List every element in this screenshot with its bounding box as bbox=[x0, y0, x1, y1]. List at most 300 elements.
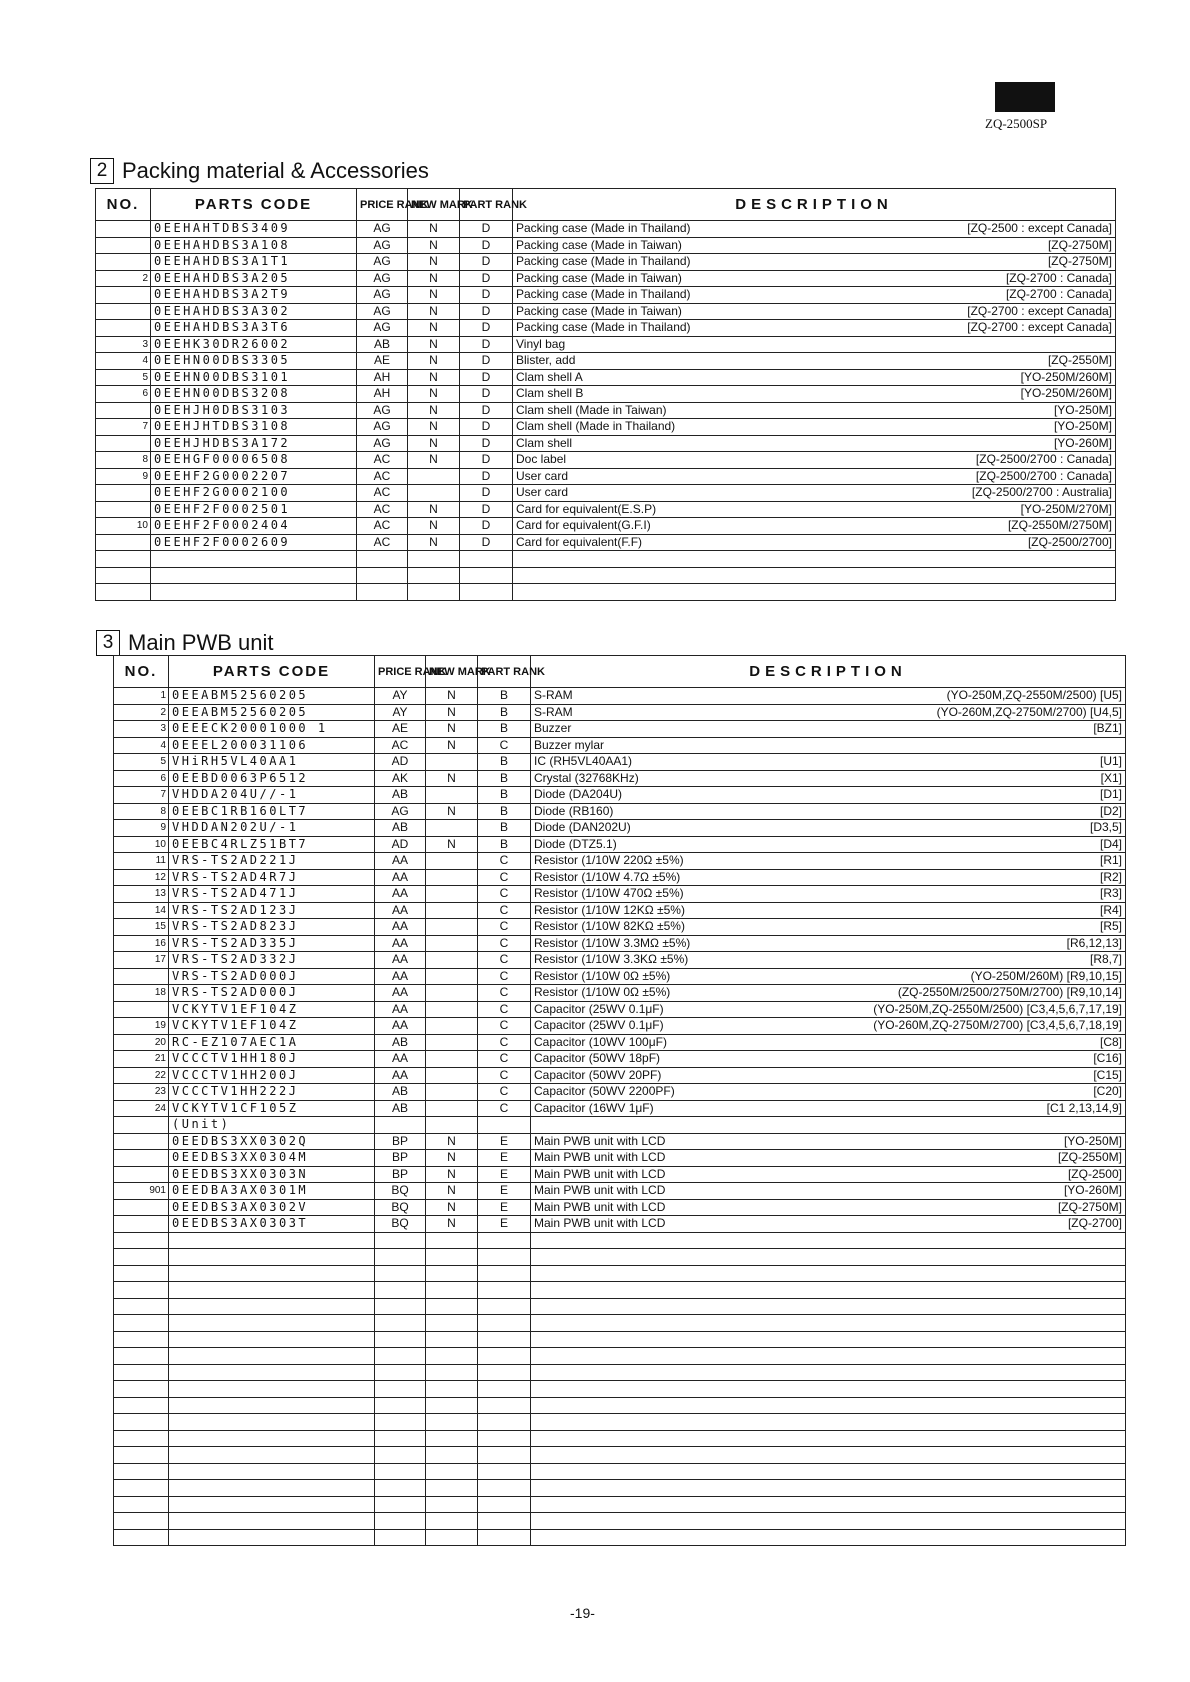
cell-new: N bbox=[426, 737, 478, 754]
empty-cell bbox=[478, 1249, 531, 1266]
cell-price: AH bbox=[357, 386, 408, 403]
table-row bbox=[114, 1117, 1126, 1134]
description-text: Diode (DTZ5.1) bbox=[534, 836, 617, 851]
model-applicability: [ZQ-2500/2700 : Canada] bbox=[975, 452, 1112, 467]
empty-cell bbox=[531, 1496, 1126, 1513]
cell-description bbox=[513, 485, 1116, 502]
col-description: DESCRIPTION bbox=[531, 656, 1126, 688]
empty-cell bbox=[375, 1463, 426, 1480]
cell-no: 3 bbox=[114, 721, 169, 738]
cell-no: 16 bbox=[114, 935, 169, 952]
description-text: Packing case (Made in Taiwan) bbox=[516, 237, 682, 252]
table-row bbox=[114, 721, 1126, 738]
cell-new: N bbox=[408, 435, 460, 452]
cell-no: 8 bbox=[114, 803, 169, 820]
table-row bbox=[114, 1034, 1126, 1051]
cell-no bbox=[96, 320, 151, 337]
empty-cell bbox=[426, 1331, 478, 1348]
cell-code: 0EEHN00DBS3305 bbox=[151, 353, 357, 370]
model-applicability: [X1] bbox=[1100, 770, 1122, 785]
empty-cell bbox=[375, 1397, 426, 1414]
cell-new: N bbox=[426, 1166, 478, 1183]
empty-cell bbox=[169, 1282, 375, 1299]
cell-code: VCCCTV1HH200J bbox=[169, 1067, 375, 1084]
cell-rank: E bbox=[478, 1183, 531, 1200]
cell-rank: B bbox=[478, 836, 531, 853]
model-applicability: [ZQ-2550M/2750M] bbox=[1007, 518, 1112, 533]
model-applicability: [R2] bbox=[1099, 869, 1122, 884]
table-row bbox=[114, 754, 1126, 771]
cell-rank: C bbox=[478, 968, 531, 985]
model-number: ZQ-2500SP bbox=[985, 116, 1048, 131]
empty-cell bbox=[114, 1430, 169, 1447]
table-row bbox=[114, 1084, 1126, 1101]
cell-new bbox=[426, 853, 478, 870]
table-row bbox=[114, 1216, 1126, 1233]
cell-rank: C bbox=[478, 1001, 531, 1018]
table-row bbox=[114, 737, 1126, 754]
cell-rank: B bbox=[478, 754, 531, 771]
table-row bbox=[114, 770, 1126, 787]
cell-code: 0EEHAHDBS3A3T6 bbox=[151, 320, 357, 337]
empty-cell bbox=[169, 1496, 375, 1513]
cell-rank: D bbox=[460, 287, 513, 304]
cell-description bbox=[513, 270, 1116, 287]
cell-new: N bbox=[426, 704, 478, 721]
table-row bbox=[114, 704, 1126, 721]
description-text: Blister, add bbox=[516, 353, 576, 368]
cell-no bbox=[96, 402, 151, 419]
cell-code: 0EEHK30DR26002 bbox=[151, 336, 357, 353]
cell-rank: D bbox=[460, 221, 513, 238]
description-text: Diode (RB160) bbox=[534, 803, 614, 818]
cell-rank: C bbox=[478, 1018, 531, 1035]
empty-cell bbox=[426, 1348, 478, 1365]
empty-cell bbox=[478, 1381, 531, 1398]
cell-price: AA bbox=[375, 1051, 426, 1068]
cell-new: N bbox=[426, 1183, 478, 1200]
model-applicability: [R5] bbox=[1099, 919, 1122, 934]
empty-row bbox=[114, 1364, 1126, 1381]
empty-cell bbox=[426, 1496, 478, 1513]
table-row bbox=[96, 402, 1116, 419]
empty-cell bbox=[531, 1463, 1126, 1480]
description-text: Card for equivalent(G.F.I) bbox=[516, 518, 651, 533]
table-row bbox=[114, 919, 1126, 936]
table-row bbox=[114, 1199, 1126, 1216]
cell-description bbox=[531, 737, 1126, 754]
cell-code: 0EEBC1RB160LT7 bbox=[169, 803, 375, 820]
cell-description bbox=[531, 1034, 1126, 1051]
cell-no: 8 bbox=[96, 452, 151, 469]
model-applicability: [D4] bbox=[1099, 836, 1122, 851]
cell-price: AB bbox=[375, 1100, 426, 1117]
model-applicability: [ZQ-2750M] bbox=[1047, 254, 1112, 269]
cell-description bbox=[531, 869, 1126, 886]
cell-rank: D bbox=[460, 419, 513, 436]
cell-code: 0EEEL200031106 bbox=[169, 737, 375, 754]
cell-new bbox=[408, 468, 460, 485]
description-text: Capacitor (10WV 100μF) bbox=[534, 1034, 667, 1049]
cell-rank: D bbox=[460, 386, 513, 403]
empty-cell bbox=[114, 1381, 169, 1398]
cell-price: AG bbox=[357, 270, 408, 287]
cell-code: 0EEHF2F0002501 bbox=[151, 501, 357, 518]
cell-no: 7 bbox=[96, 419, 151, 436]
cell-rank: D bbox=[460, 369, 513, 386]
cell-description bbox=[531, 952, 1126, 969]
cell-description bbox=[531, 787, 1126, 804]
cell-no bbox=[114, 968, 169, 985]
cell-rank: D bbox=[460, 336, 513, 353]
empty-cell bbox=[531, 1397, 1126, 1414]
cell-description bbox=[513, 369, 1116, 386]
empty-cell bbox=[478, 1331, 531, 1348]
cell-new: N bbox=[408, 518, 460, 535]
empty-cell bbox=[426, 1381, 478, 1398]
cell-new: N bbox=[426, 770, 478, 787]
description-text: User card bbox=[516, 468, 569, 483]
cell-code: 0EEHAHDBS3A1T1 bbox=[151, 254, 357, 271]
model-applicability: [YO-260M] bbox=[1053, 435, 1112, 450]
cell-no bbox=[96, 254, 151, 271]
description-text: Packing case (Made in Thailand) bbox=[516, 320, 691, 335]
model-applicability: [R4] bbox=[1099, 902, 1122, 917]
empty-cell bbox=[114, 1513, 169, 1530]
cell-price: AG bbox=[357, 419, 408, 436]
empty-cell bbox=[375, 1249, 426, 1266]
cell-rank: C bbox=[478, 737, 531, 754]
cell-rank: D bbox=[460, 303, 513, 320]
cell-price: AE bbox=[375, 721, 426, 738]
cell-code: 0EEDBA3AX0301M bbox=[169, 1183, 375, 1200]
cell-description bbox=[513, 237, 1116, 254]
cell-rank: D bbox=[460, 237, 513, 254]
cell-code: (Unit) bbox=[169, 1117, 375, 1134]
section3-title bbox=[96, 630, 274, 656]
cell-no bbox=[114, 1117, 169, 1134]
model-applicability: [R8,7] bbox=[1089, 952, 1122, 967]
cell-description bbox=[513, 518, 1116, 535]
table-row bbox=[96, 270, 1116, 287]
description-text: Clam shell (Made in Taiwan) bbox=[516, 402, 667, 417]
empty-cell bbox=[375, 1414, 426, 1431]
cell-price: AB bbox=[375, 820, 426, 837]
cell-code: 0EEHAHDBS3A205 bbox=[151, 270, 357, 287]
cell-rank: E bbox=[478, 1216, 531, 1233]
empty-cell bbox=[460, 584, 513, 601]
description-text: Packing case (Made in Taiwan) bbox=[516, 270, 682, 285]
cell-description bbox=[531, 853, 1126, 870]
empty-cell bbox=[96, 551, 151, 568]
model-applicability: [ZQ-2500/2700 : Australia] bbox=[971, 485, 1112, 500]
cell-no: 2 bbox=[96, 270, 151, 287]
cell-description bbox=[531, 935, 1126, 952]
cell-rank: D bbox=[460, 435, 513, 452]
empty-cell bbox=[478, 1298, 531, 1315]
empty-row bbox=[114, 1348, 1126, 1365]
cell-rank: C bbox=[478, 902, 531, 919]
cell-description bbox=[531, 1084, 1126, 1101]
description-text: Resistor (1/10W 220Ω ±5%) bbox=[534, 853, 684, 868]
empty-cell bbox=[169, 1447, 375, 1464]
cell-rank: E bbox=[478, 1150, 531, 1167]
empty-row bbox=[96, 584, 1116, 601]
cell-new bbox=[426, 869, 478, 886]
cell-code: 0EEHGF00006508 bbox=[151, 452, 357, 469]
cell-rank: D bbox=[460, 254, 513, 271]
cell-rank: C bbox=[478, 985, 531, 1002]
cell-no bbox=[114, 1001, 169, 1018]
cell-description bbox=[531, 1166, 1126, 1183]
cell-no: 20 bbox=[114, 1034, 169, 1051]
empty-cell bbox=[114, 1298, 169, 1315]
empty-cell bbox=[114, 1496, 169, 1513]
cell-rank: D bbox=[460, 485, 513, 502]
cell-description bbox=[513, 435, 1116, 452]
empty-cell bbox=[375, 1430, 426, 1447]
col-description: DESCRIPTION bbox=[513, 189, 1116, 221]
description-text: Resistor (1/10W 82KΩ ±5%) bbox=[534, 919, 685, 934]
empty-cell bbox=[96, 567, 151, 584]
cell-no bbox=[114, 1150, 169, 1167]
table-row bbox=[114, 935, 1126, 952]
empty-cell bbox=[426, 1513, 478, 1530]
empty-cell bbox=[478, 1282, 531, 1299]
cell-price: AG bbox=[357, 303, 408, 320]
table-row bbox=[114, 1150, 1126, 1167]
description-text: Packing case (Made in Thailand) bbox=[516, 287, 691, 302]
section3-title-text: Main PWB unit bbox=[128, 630, 274, 655]
description-text: Buzzer mylar bbox=[534, 737, 605, 752]
cell-no bbox=[96, 435, 151, 452]
cell-new: N bbox=[426, 1199, 478, 1216]
empty-cell bbox=[375, 1529, 426, 1546]
model-applicability: [D3,5] bbox=[1089, 820, 1122, 835]
cell-no: 9 bbox=[96, 468, 151, 485]
cell-price: AA bbox=[375, 1018, 426, 1035]
cell-description bbox=[531, 1117, 1126, 1134]
cell-no: 901 bbox=[114, 1183, 169, 1200]
description-text: Packing case (Made in Thailand) bbox=[516, 221, 691, 236]
empty-cell bbox=[478, 1315, 531, 1332]
cell-new: N bbox=[408, 221, 460, 238]
cell-new bbox=[426, 1051, 478, 1068]
cell-code: VCCCTV1HH222J bbox=[169, 1084, 375, 1101]
empty-cell bbox=[426, 1430, 478, 1447]
empty-cell bbox=[357, 584, 408, 601]
cell-new: N bbox=[426, 688, 478, 705]
model-applicability: [ZQ-2750M] bbox=[1047, 237, 1112, 252]
empty-row bbox=[114, 1463, 1126, 1480]
cell-new bbox=[426, 1001, 478, 1018]
empty-cell bbox=[426, 1463, 478, 1480]
cell-no bbox=[96, 534, 151, 551]
cell-no bbox=[96, 237, 151, 254]
table-row bbox=[114, 820, 1126, 837]
empty-cell bbox=[408, 567, 460, 584]
cell-description bbox=[531, 968, 1126, 985]
cell-rank: D bbox=[460, 534, 513, 551]
cell-code: 0EEHJH0DBS3103 bbox=[151, 402, 357, 419]
cell-price: BP bbox=[375, 1150, 426, 1167]
table-row bbox=[96, 452, 1116, 469]
col-part-rank: PART RANK bbox=[478, 656, 531, 688]
description-text: Vinyl bag bbox=[516, 336, 566, 351]
cell-price: BQ bbox=[375, 1216, 426, 1233]
model-applicability: (YO-250M,ZQ-2550M/2500) [C3,4,5,6,7,17,19] bbox=[873, 1001, 1122, 1016]
cell-new: N bbox=[426, 1216, 478, 1233]
cell-no bbox=[96, 485, 151, 502]
description-text: Main PWB unit with LCD bbox=[534, 1150, 666, 1165]
model-applicability: [ZQ-2700 : except Canada] bbox=[967, 303, 1112, 318]
empty-cell bbox=[375, 1348, 426, 1365]
empty-row bbox=[114, 1430, 1126, 1447]
cell-description bbox=[531, 770, 1126, 787]
empty-cell bbox=[408, 584, 460, 601]
cell-description bbox=[531, 688, 1126, 705]
empty-cell bbox=[531, 1529, 1126, 1546]
cell-new: N bbox=[408, 287, 460, 304]
empty-cell bbox=[531, 1331, 1126, 1348]
empty-row bbox=[114, 1447, 1126, 1464]
cell-rank: B bbox=[478, 704, 531, 721]
cell-no bbox=[96, 303, 151, 320]
cell-new: N bbox=[426, 803, 478, 820]
description-text: User card bbox=[516, 485, 569, 500]
table-row bbox=[96, 320, 1116, 337]
section2-title-text: Packing material & Accessories bbox=[122, 158, 429, 183]
cell-new bbox=[426, 985, 478, 1002]
cell-code: VRS-TS2AD823J bbox=[169, 919, 375, 936]
empty-cell bbox=[357, 551, 408, 568]
empty-cell bbox=[114, 1529, 169, 1546]
model-applicability: [C20] bbox=[1093, 1084, 1122, 1099]
description-text: Resistor (1/10W 4.7Ω ±5%) bbox=[534, 869, 681, 884]
empty-cell bbox=[169, 1513, 375, 1530]
cell-no: 9 bbox=[114, 820, 169, 837]
cell-price: BQ bbox=[375, 1199, 426, 1216]
cell-code: VCKYTV1EF104Z bbox=[169, 1018, 375, 1035]
empty-cell bbox=[531, 1414, 1126, 1431]
table-row bbox=[114, 1051, 1126, 1068]
model-applicability: [ZQ-2700] bbox=[1067, 1216, 1122, 1231]
cell-rank: D bbox=[460, 468, 513, 485]
cell-description bbox=[531, 704, 1126, 721]
description-text: Main PWB unit with LCD bbox=[534, 1216, 666, 1231]
model-applicability: [C15] bbox=[1093, 1067, 1122, 1082]
table-row bbox=[96, 221, 1116, 238]
cell-description bbox=[513, 336, 1116, 353]
empty-cell bbox=[478, 1348, 531, 1365]
empty-cell bbox=[114, 1282, 169, 1299]
empty-cell bbox=[531, 1249, 1126, 1266]
empty-cell bbox=[426, 1232, 478, 1249]
cell-description bbox=[531, 1199, 1126, 1216]
cell-price: AD bbox=[375, 836, 426, 853]
cell-price: AA bbox=[375, 886, 426, 903]
cell-price: BQ bbox=[375, 1183, 426, 1200]
cell-no: 22 bbox=[114, 1067, 169, 1084]
empty-row bbox=[96, 567, 1116, 584]
empty-row bbox=[114, 1496, 1126, 1513]
empty-cell bbox=[169, 1364, 375, 1381]
cell-price: AC bbox=[357, 452, 408, 469]
cell-price: BP bbox=[375, 1133, 426, 1150]
cell-code: 0EEDBS3AX0302V bbox=[169, 1199, 375, 1216]
empty-cell bbox=[531, 1282, 1126, 1299]
cell-no: 14 bbox=[114, 902, 169, 919]
empty-cell bbox=[375, 1480, 426, 1497]
cell-code: VRS-TS2AD332J bbox=[169, 952, 375, 969]
empty-row bbox=[114, 1414, 1126, 1431]
cell-description bbox=[531, 803, 1126, 820]
cell-rank: B bbox=[478, 820, 531, 837]
empty-cell bbox=[478, 1529, 531, 1546]
empty-row bbox=[114, 1529, 1126, 1546]
table-row bbox=[114, 968, 1126, 985]
cell-price: AY bbox=[375, 704, 426, 721]
cell-price: AC bbox=[357, 534, 408, 551]
cell-new bbox=[426, 754, 478, 771]
cell-rank: B bbox=[478, 688, 531, 705]
cell-price: AG bbox=[357, 221, 408, 238]
cell-code: VRS-TS2AD123J bbox=[169, 902, 375, 919]
cell-no: 2 bbox=[114, 704, 169, 721]
model-applicability: [ZQ-2500/2700 : Canada] bbox=[975, 468, 1112, 483]
empty-cell bbox=[114, 1397, 169, 1414]
empty-cell bbox=[169, 1348, 375, 1365]
description-text: Capacitor (25WV 0.1μF) bbox=[534, 1018, 664, 1033]
model-applicability: [YO-260M] bbox=[1063, 1183, 1122, 1198]
cell-rank: E bbox=[478, 1133, 531, 1150]
cell-no: 4 bbox=[114, 737, 169, 754]
cell-code: VRS-TS2AD4R7J bbox=[169, 869, 375, 886]
empty-cell bbox=[114, 1463, 169, 1480]
model-applicability: [U1] bbox=[1099, 754, 1122, 769]
empty-cell bbox=[169, 1249, 375, 1266]
empty-cell bbox=[169, 1463, 375, 1480]
cell-price: AG bbox=[357, 287, 408, 304]
empty-cell bbox=[426, 1480, 478, 1497]
empty-cell bbox=[169, 1480, 375, 1497]
table-row bbox=[96, 485, 1116, 502]
cell-no: 12 bbox=[114, 869, 169, 886]
table-header bbox=[96, 189, 1116, 221]
empty-cell bbox=[375, 1298, 426, 1315]
description-text: Clam shell B bbox=[516, 386, 584, 401]
cell-new: N bbox=[426, 1133, 478, 1150]
cell-price: AA bbox=[375, 902, 426, 919]
cell-new: N bbox=[408, 336, 460, 353]
model-applicability: [ZQ-2550M] bbox=[1047, 353, 1112, 368]
cell-no: 5 bbox=[114, 754, 169, 771]
table-row bbox=[96, 237, 1116, 254]
empty-cell bbox=[460, 551, 513, 568]
empty-cell bbox=[460, 567, 513, 584]
cell-price: AA bbox=[375, 1001, 426, 1018]
cell-no: 24 bbox=[114, 1100, 169, 1117]
empty-cell bbox=[531, 1513, 1126, 1530]
model-applicability: [ZQ-2500 : except Canada] bbox=[967, 221, 1112, 236]
empty-cell bbox=[513, 551, 1116, 568]
cell-price: AC bbox=[357, 485, 408, 502]
description-text: Doc label bbox=[516, 452, 567, 467]
table-row bbox=[114, 869, 1126, 886]
model-applicability: [C8] bbox=[1099, 1034, 1122, 1049]
empty-cell bbox=[478, 1265, 531, 1282]
cell-code: 0EEDBS3XX0304M bbox=[169, 1150, 375, 1167]
